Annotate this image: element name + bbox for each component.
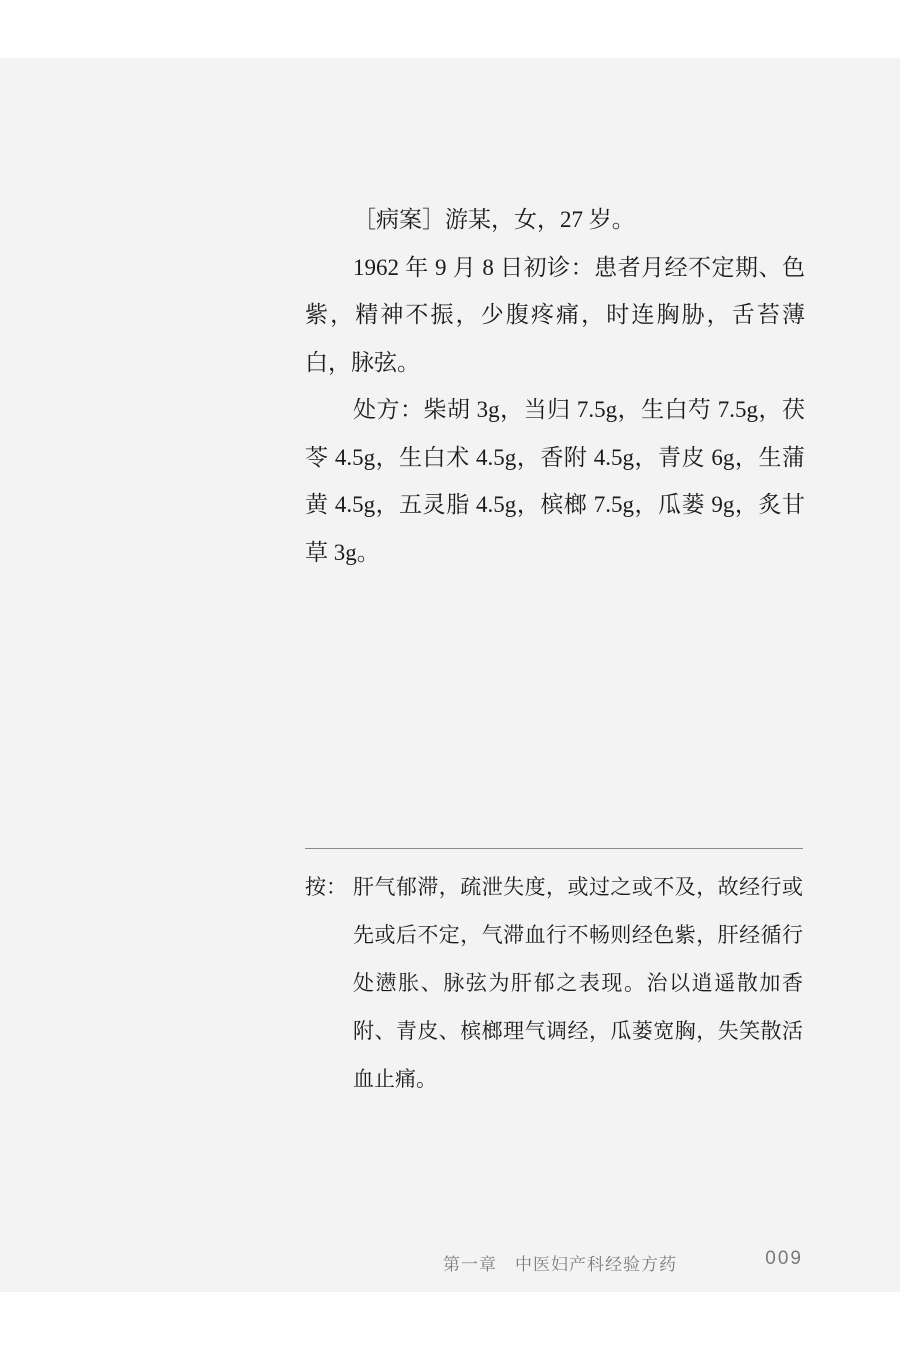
case-header: ［病案］游某，女，27 岁。 [353, 207, 635, 232]
note-body: 肝气郁滞，疏泄失度，或过之或不及，故经行或先或后不定，气滞血行不畅则经色紫，肝经循行处懑胀、脉弦为肝郁之表现。治以逍遥散加香附、青皮、槟榔理气调经，瓜蒌宽胸，失笑散活血止痛。 [353, 875, 803, 1091]
page-footer [0, 1248, 900, 1278]
commentary-note [305, 863, 803, 1103]
book-page [0, 58, 900, 1292]
case-prescription: 处方：柴胡 3g，当归 7.5g，生白芍 7.5g，茯苓 4.5g，生白术 4.5g，香附 4.5g，青皮 6g，生蒲黄 4.5g，五灵脂 4.5g，槟榔 7.5g，瓜蒌 9g，炙甘草 3g。 [305, 397, 805, 565]
note-divider [305, 848, 803, 849]
case-text [305, 196, 805, 576]
running-footer-chapter: 第一章 中医妇产科经验方药 [443, 1255, 677, 1274]
case-first-visit: 1962 年 9 月 8 日初诊：患者月经不定期、色紫，精神不振，少腹疼痛，时连胸胁，舌苔薄白，脉弦。 [305, 254, 805, 375]
page-number: 009 [765, 1248, 803, 1269]
note-label: 按： [305, 875, 347, 899]
